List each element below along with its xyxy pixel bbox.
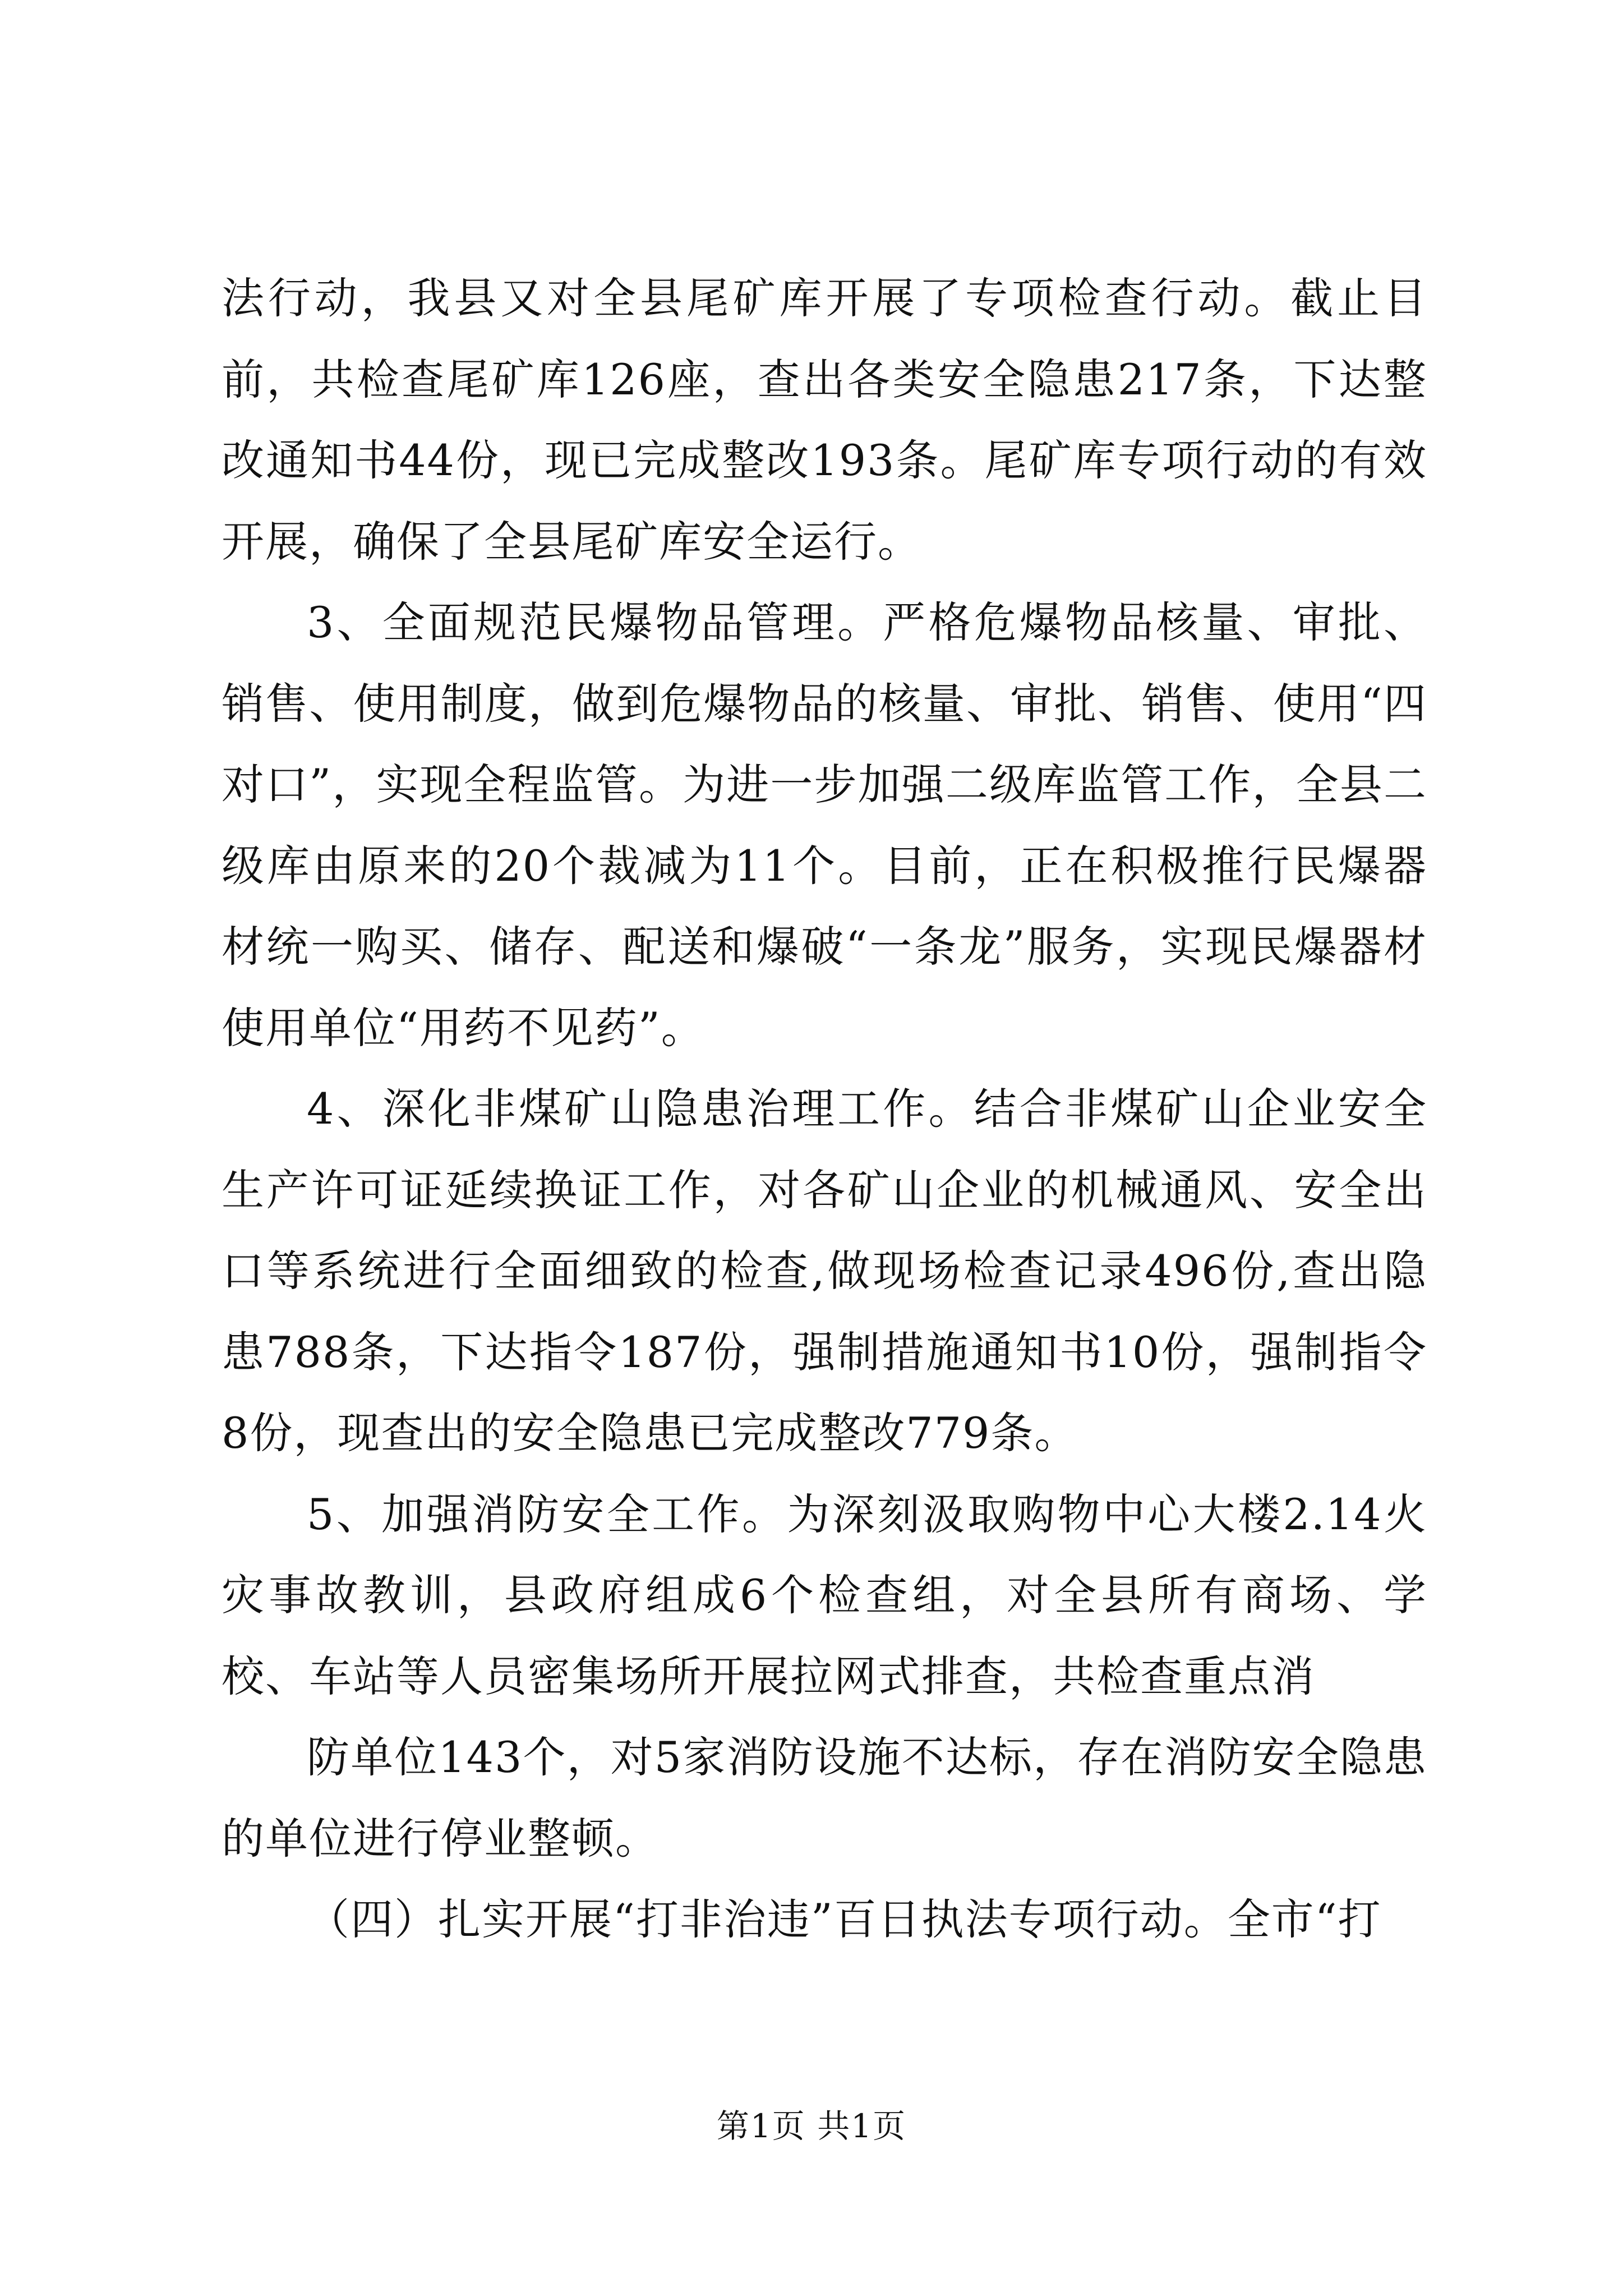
page-number-label: 第1页 共1页 [716, 2107, 907, 2145]
paragraph-enforcement-campaign: （四）扎实开展“打非治违”百日执法专项行动。全市“打 [307, 1894, 1382, 1944]
paragraph-mine-hazard-governance: 4、深化非煤矿山隐患治理工作。结合非煤矿山企业安全生产许可证延续换证工作，对各矿山企业的机械通风、安全出口等系统进行全面细致的检查,做现场检查记录496份,查出隐患788条，下达指令187份，强制措施通知书10份，强制指令8份，现查出的安全隐患已完成整改779条。 [222, 1084, 1427, 1458]
paragraph-tailings-inspection: 法行动，我县又对全县尾矿库开展了专项检查行动。截止目前，共检查尾矿库126座，查出各类安全隐患217条，下达整改通知书44份，现已完成整改193条。尾矿库专项行动的有效开展，确保了全县尾矿库安全运行。 [222, 273, 1427, 567]
page-footer [0, 2106, 1623, 2146]
paragraph-explosives-management: 3、全面规范民爆物品管理。严格危爆物品核量、审批、销售、使用制度，做到危爆物品的核量、审批、销售、使用“四对口”，实现全程监管。为进一步加强二级库监管工作，全县二级库由原来的20个裁减为11个。目前，正在积极推行民爆器材统一购买、储存、配送和爆破“一条龙”服务，实现民爆器材使用单位“用药不见药”。 [222, 597, 1427, 1053]
document-body [222, 258, 1427, 1961]
paragraph-fire-safety: 5、加强消防安全工作。为深刻汲取购物中心大楼2.14火灾事故教训，县政府组成6个检查组，对全县所有商场、学校、车站等人员密集场所开展拉网式排查，共检查重点消 [222, 1489, 1427, 1701]
paragraph-fire-safety-continued: 防单位143个，对5家消防设施不达标，存在消防安全隐患的单位进行停业整顿。 [222, 1732, 1427, 1864]
